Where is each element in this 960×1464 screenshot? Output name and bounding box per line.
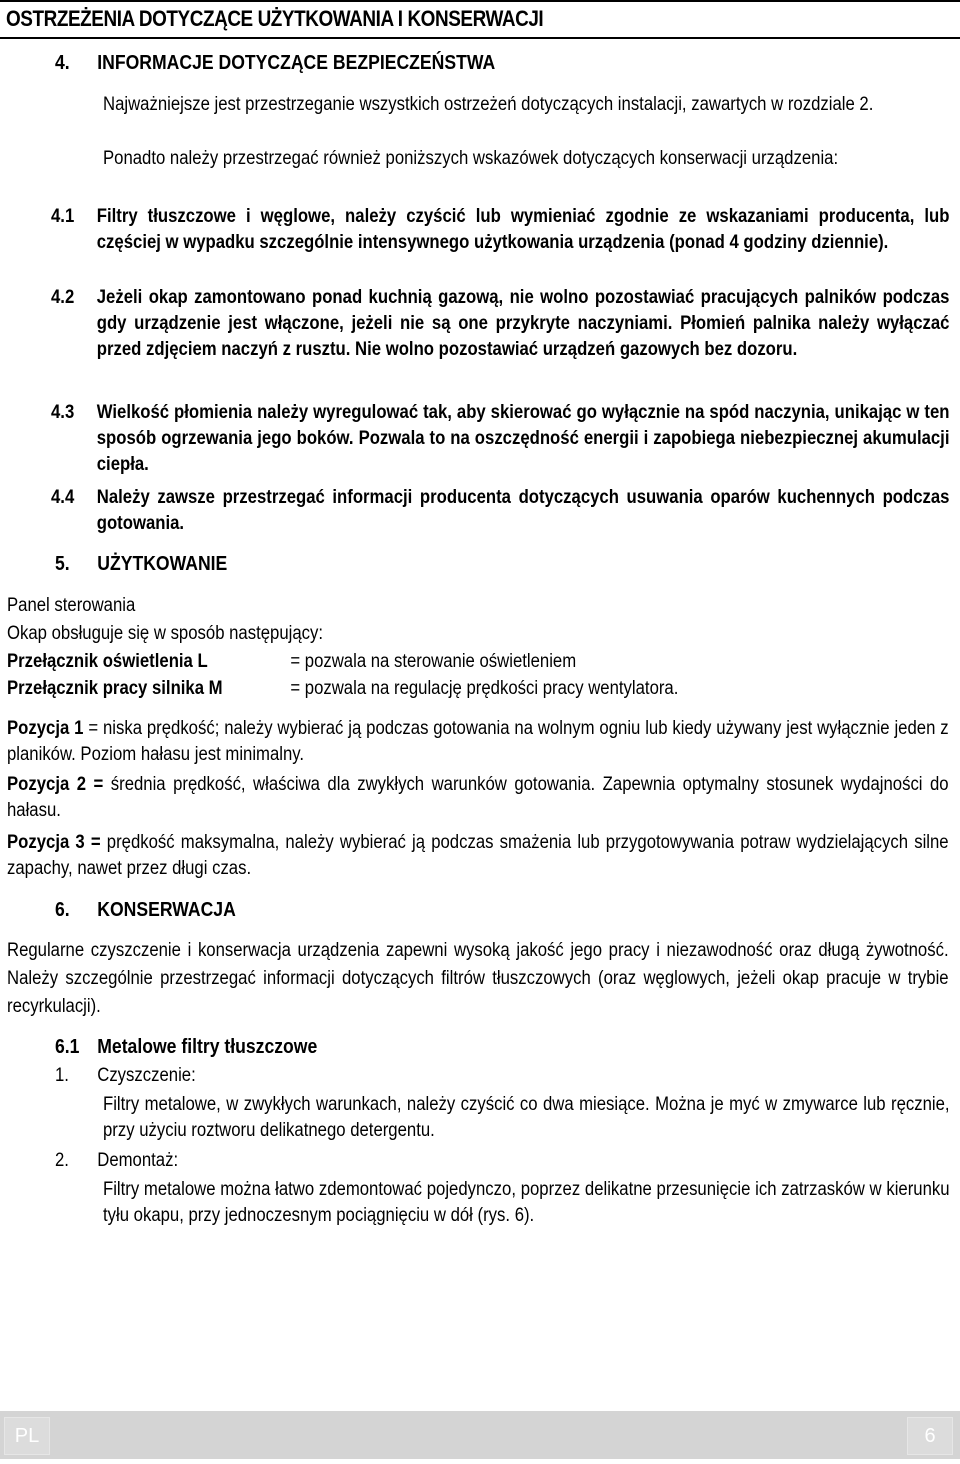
position-2-text: średnia prędkość, właściwa dla zwykłych warunków gotowania. Zapewnia optymalny stosunek wydajności do hałasu. [7, 774, 949, 821]
section-number: 5. [55, 553, 70, 575]
page-header [0, 0, 960, 39]
section-title: KONSERWACJA [97, 899, 236, 921]
step-number: 1. [55, 1065, 69, 1086]
item-text: Wielkość płomienia należy wyregulować tak, aby skierować go wyłącznie na spód naczynia, unikając w ten sposób ogrzewania jego boków. Pozwala to na oszczędność energii i zapobiega niebezpiecznej akumulacji ciepła. [96, 402, 950, 475]
section-5-heading [55, 553, 227, 576]
switch-m-text: = pozwala na regulację prędkości pracy wentylatora. [290, 678, 679, 699]
position-1-label: Pozycja 1 [7, 718, 84, 739]
section-title: INFORMACJE DOTYCZĄCE BEZPIECZEŃSTWA [97, 52, 496, 74]
item-text: Należy zawsze przestrzegać informacji producenta dotyczących usuwania oparów kuchennych podczas gotowania. [96, 487, 950, 534]
section-6-heading [55, 899, 236, 922]
step-2-heading [55, 1150, 178, 1172]
item-number: 4.3 [51, 402, 75, 423]
section-number: 6. [55, 899, 70, 921]
page-number: 6 [907, 1417, 953, 1455]
switch-l-row [7, 651, 576, 673]
step-1-heading [55, 1065, 196, 1087]
item-number: 4.4 [51, 487, 75, 508]
step-2-text: Filtry metalowe można łatwo zdemontować pojedynczo, poprzez delikatne przesunięcie ich zatrzasków w kierunku tyłu okapu, przy jednoczesnym pociągnięciu w dół (rys. 6). [103, 1179, 950, 1226]
step-title: Demontaż: [97, 1150, 179, 1171]
section-4-heading [55, 52, 495, 75]
language-badge: PL [4, 1417, 50, 1455]
step-title: Czyszczenie: [97, 1065, 196, 1086]
page-footer [0, 1411, 960, 1459]
switch-m-label: Przełącznik pracy silnika M [7, 678, 223, 699]
position-2 [7, 772, 949, 824]
panel-intro: Okap obsługuje się w sposób następujący: [7, 623, 324, 644]
position-1 [7, 716, 949, 768]
section-number: 4. [55, 52, 70, 74]
page-title: OSTRZEŻENIA DOTYCZĄCE UŻYTKOWANIA I KONSERWACJI [6, 6, 544, 31]
step-number: 2. [55, 1150, 69, 1171]
position-2-label: Pozycja 2 = [7, 774, 104, 795]
position-3-text: prędkość maksymalna, należy wybierać ją podczas smażenia lub przygotowywania potraw wydzielających silne zapachy, nawet przez długi czas. [7, 832, 949, 879]
section-title: UŻYTKOWANIE [97, 553, 228, 575]
position-1-text: = niska prędkość; należy wybierać ją podczas gotowania na wolnym ogniu lub kiedy używany jest wyłącznie jeden z planików. Poziom hałasu jest minimalny. [7, 718, 949, 765]
switch-l-text: = pozwala na sterowanie oświetleniem [290, 651, 577, 672]
list-item-4-1 [51, 204, 949, 256]
section-6-intro: Regularne czyszczenie i konserwacja urządzenia zapewni wysoką jakość jego pracy i niezawodność oraz długą żywotność. Należy szczególnie przestrzegać informacji dotyczących filtrów tłuszczowych (oraz węglowych, jeżeli okap pracuje w trybie recyrkulacji). [7, 940, 949, 1017]
subsection-title: Metalowe filtry tłuszczowe [97, 1036, 318, 1058]
item-text: Jeżeli okap zamontowano ponad kuchnią gazową, nie wolno pozostawiać pracujących palników podczas gdy urządzenie jest włączone, jeżeli nie są one przykryte naczyniami. Płomień palnika należy wyłączać przed zdjęciem naczyń z rusztu. Nie wolno pozostawiać urządzeń gazowych bez dozoru. [96, 287, 950, 360]
list-item-4-4 [51, 485, 949, 537]
item-number: 4.1 [51, 206, 75, 227]
switch-l-label: Przełącznik oświetlenia L [7, 651, 208, 672]
step-1-text: Filtry metalowe, w zwykłych warunkach, należy czyścić co dwa miesiące. Można je myć w zmywarce lub ręcznie, przy użyciu roztworu delikatnego detergentu. [103, 1094, 950, 1141]
list-item-4-3 [51, 400, 949, 478]
section-4-intro-2: Ponadto należy przestrzegać również poniższych wskazówek dotyczących konserwacji urządzenia: [103, 148, 839, 169]
list-item-4-2 [51, 285, 949, 363]
subsection-6-1-heading [55, 1036, 317, 1059]
item-text: Filtry tłuszczowe i węglowe, należy czyścić lub wymieniać zgodnie ze wskazaniami producenta, lub częściej w wypadku szczególnie intensywnego użytkowania urządzenia (ponad 4 godziny dziennie). [96, 206, 950, 253]
switch-m-row [7, 678, 678, 700]
item-number: 4.2 [51, 287, 75, 308]
position-3-label: Pozycja 3 = [7, 832, 101, 853]
subsection-number: 6.1 [55, 1036, 80, 1058]
panel-heading: Panel sterowania [7, 595, 136, 616]
position-3 [7, 830, 949, 882]
section-4-intro-1: Najważniejsze jest przestrzeganie wszystkich ostrzeżeń dotyczących instalacji, zawartych w rozdziale 2. [103, 94, 874, 115]
